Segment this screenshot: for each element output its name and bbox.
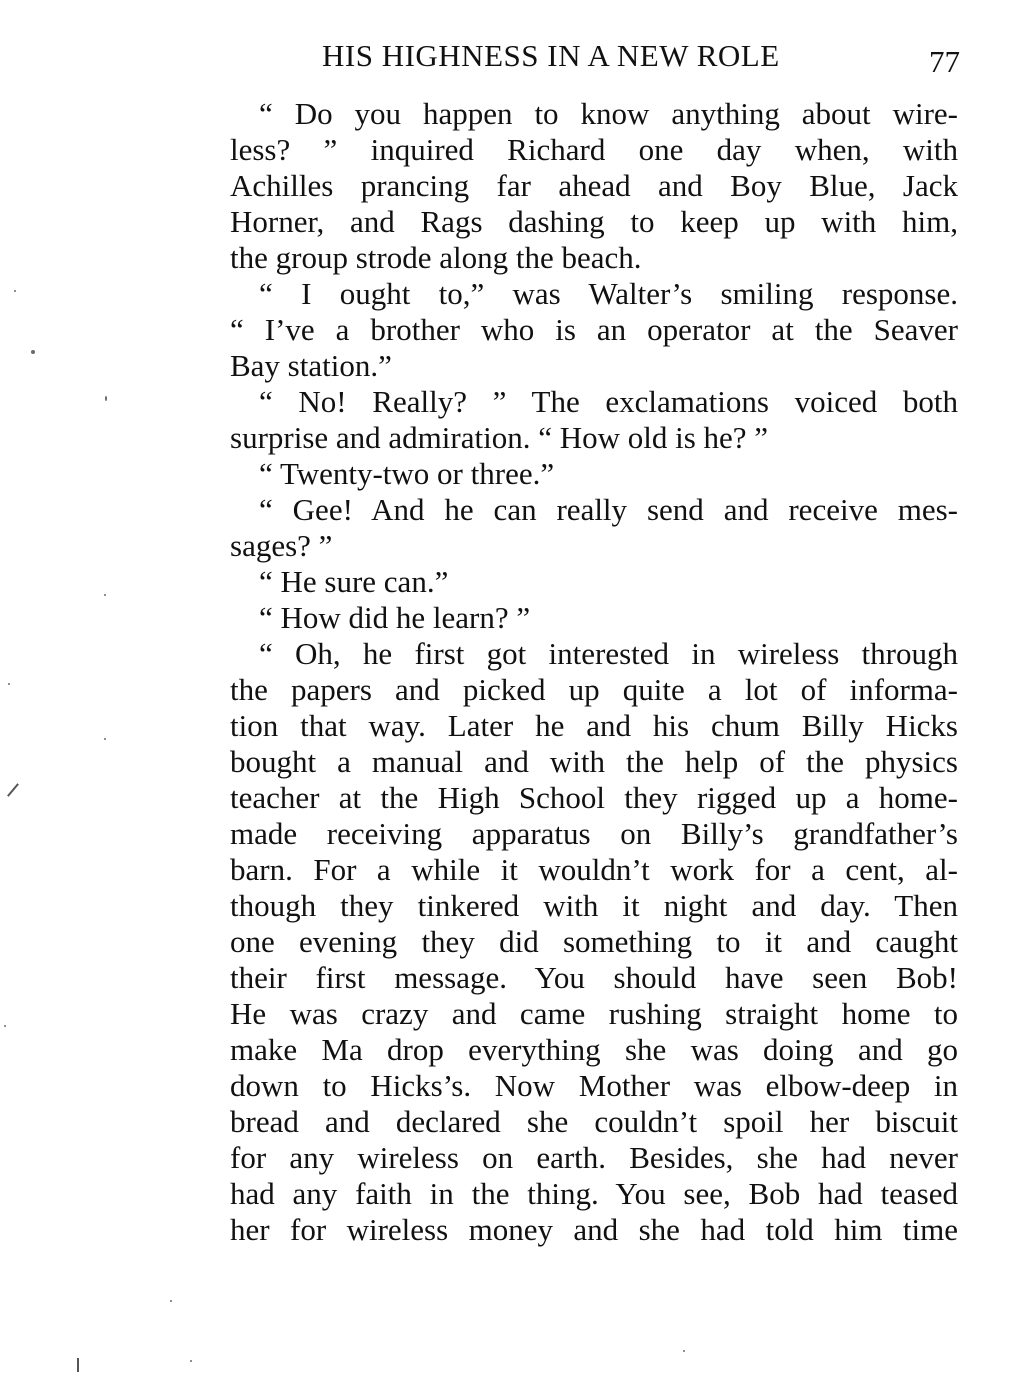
text-line: less? ” inquired Richard one day when, with <box>230 132 958 167</box>
text-line: the papers and picked up quite a lot of informa- <box>230 672 958 707</box>
text-line: surprise and admiration. “ How old is he? ” <box>230 420 769 455</box>
scan-speck <box>104 594 106 596</box>
text-line: “ I’ve a brother who is an operator at the Seaver <box>230 312 958 347</box>
text-line: the group strode along the beach. <box>230 240 642 275</box>
text-line: for any wireless on earth. Besides, she had never <box>230 1140 958 1175</box>
text-line: Bay station.” <box>230 348 392 383</box>
scan-speck <box>170 1300 172 1302</box>
scan-mark <box>77 1358 79 1372</box>
text-line: one evening they did something to it and caught <box>230 924 958 959</box>
text-line: make Ma drop everything she was doing and go <box>230 1032 958 1067</box>
scan-speck <box>105 396 107 401</box>
body-text <box>230 96 958 1248</box>
text-line: “ Gee! And he can really send and receive mes- <box>259 492 958 527</box>
page-number: 77 <box>929 44 960 79</box>
text-line: Achilles prancing far ahead and Boy Blue, Jack <box>230 168 958 203</box>
scan-speck <box>683 1350 685 1352</box>
scan-speck <box>14 290 16 292</box>
text-line: “ Twenty-two or three.” <box>259 456 555 491</box>
text-line: “ Oh, he first got interested in wireless through <box>259 636 958 671</box>
text-line: down to Hicks’s. Now Mother was elbow-deep in <box>230 1068 958 1103</box>
text-line: made receiving apparatus on Billy’s grandfather’s <box>230 816 958 851</box>
text-line: “ I ought to,” was Walter’s smiling response. <box>259 276 958 311</box>
running-title: HIS HIGHNESS IN A NEW ROLE <box>322 38 780 73</box>
text-line: Horner, and Rags dashing to keep up with him, <box>230 204 958 239</box>
scan-speck <box>4 1025 6 1027</box>
text-line: had any faith in the thing. You see, Bob had teased <box>230 1176 958 1211</box>
scan-speck <box>190 1360 192 1362</box>
text-line: though they tinkered with it night and day. Then <box>230 888 958 923</box>
text-line: sages? ” <box>230 528 333 563</box>
scan-mark <box>7 783 19 797</box>
text-line: their first message. You should have seen Bob! <box>230 960 958 995</box>
scan-speck <box>8 683 10 685</box>
text-line: He was crazy and came rushing straight home to <box>230 996 958 1031</box>
text-line: barn. For a while it wouldn’t work for a cent, al- <box>230 852 958 887</box>
running-head <box>230 38 960 82</box>
scan-speck <box>31 350 35 354</box>
text-line: “ He sure can.” <box>259 564 449 599</box>
text-line: bread and declared she couldn’t spoil her biscuit <box>230 1104 958 1139</box>
text-line: her for wireless money and she had told him time <box>230 1212 958 1247</box>
text-line: tion that way. Later he and his chum Billy Hicks <box>230 708 958 743</box>
text-line: “ Do you happen to know anything about wire- <box>259 96 958 131</box>
text-line: teacher at the High School they rigged up a home- <box>230 780 958 815</box>
text-line: “ No! Really? ” The exclamations voiced both <box>259 384 958 419</box>
scan-speck <box>104 738 106 740</box>
text-line: bought a manual and with the help of the physics <box>230 744 958 779</box>
text-line: “ How did he learn? ” <box>259 600 531 635</box>
